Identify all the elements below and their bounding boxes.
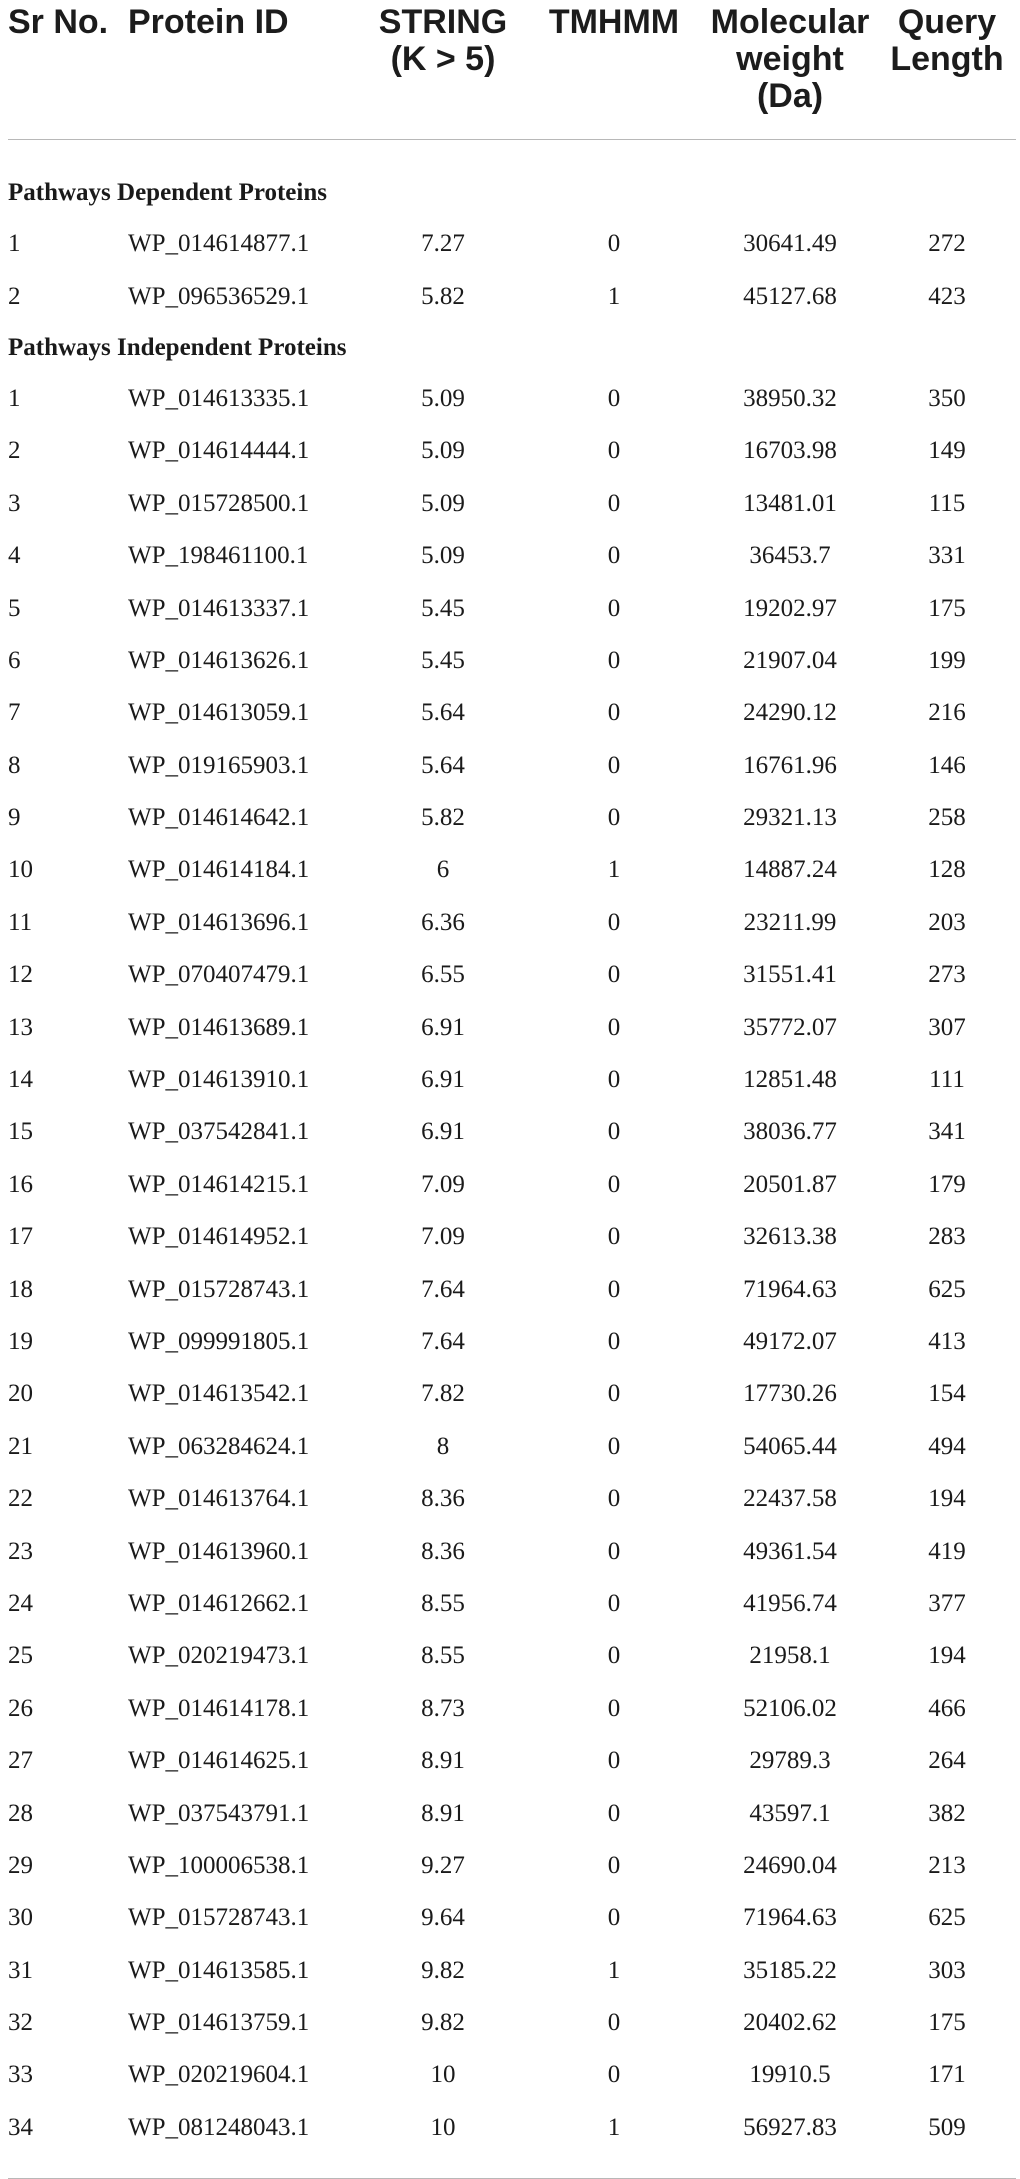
cell-tmhmm: 0 xyxy=(607,384,621,412)
cell-tmhmm: 0 xyxy=(607,1537,621,1565)
section-dependent-rows xyxy=(8,218,1016,323)
header-sr-no-label: Sr No. xyxy=(8,3,109,41)
table-row xyxy=(8,687,1016,739)
cell-protein-id: WP_014613910.1 xyxy=(128,1066,310,1094)
table-row xyxy=(8,1683,1016,1735)
table-row xyxy=(8,373,1016,425)
cell-molecular-weight: 19202.97 xyxy=(743,594,837,622)
cell-string-score: 9.64 xyxy=(421,1904,465,1932)
cell-molecular-weight: 31551.41 xyxy=(743,961,837,989)
cell-query-length: 203 xyxy=(928,908,966,936)
cell-sr-no: 18 xyxy=(8,1275,33,1303)
cell-tmhmm: 0 xyxy=(607,1589,621,1617)
section-independent-rows xyxy=(8,373,1016,2154)
cell-query-length: 273 xyxy=(928,961,966,989)
cell-string-score: 7.27 xyxy=(421,230,465,258)
cell-protein-id: WP_037542841.1 xyxy=(128,1118,310,1146)
cell-tmhmm: 0 xyxy=(607,1013,621,1041)
cell-protein-id: WP_014614625.1 xyxy=(128,1747,310,1775)
cell-molecular-weight: 21958.1 xyxy=(749,1642,831,1670)
table-row xyxy=(8,1316,1016,1368)
cell-string-score: 8.36 xyxy=(421,1485,465,1513)
cell-query-length: 128 xyxy=(928,856,966,884)
header-protein-id-label: Protein ID xyxy=(128,3,289,41)
table-row xyxy=(8,1578,1016,1630)
cell-protein-id: WP_015728743.1 xyxy=(128,1275,310,1303)
cell-tmhmm: 0 xyxy=(607,908,621,936)
cell-string-score: 6.91 xyxy=(421,1118,465,1146)
cell-string-score: 5.09 xyxy=(421,384,465,412)
cell-string-score: 7.64 xyxy=(421,1275,465,1303)
header-ql-line1: Query xyxy=(897,3,997,41)
cell-sr-no: 31 xyxy=(8,1956,33,1984)
cell-sr-no: 10 xyxy=(8,856,33,884)
cell-protein-id: WP_014613764.1 xyxy=(128,1485,310,1513)
cell-tmhmm: 0 xyxy=(607,542,621,570)
cell-protein-id: WP_014613337.1 xyxy=(128,594,310,622)
cell-tmhmm: 0 xyxy=(607,1223,621,1251)
cell-sr-no: 26 xyxy=(8,1694,33,1722)
table-row xyxy=(8,844,1016,896)
cell-sr-no: 29 xyxy=(8,1851,33,1879)
cell-string-score: 8.73 xyxy=(421,1694,465,1722)
cell-string-score: 9.82 xyxy=(421,2009,465,2037)
section-dependent-heading xyxy=(8,168,1016,218)
cell-tmhmm: 0 xyxy=(607,1799,621,1827)
cell-sr-no: 2 xyxy=(8,282,21,310)
table-header xyxy=(8,0,1016,140)
cell-query-length: 194 xyxy=(928,1485,966,1513)
table-row xyxy=(8,792,1016,844)
cell-string-score: 9.82 xyxy=(421,1956,465,1984)
table-row xyxy=(8,740,1016,792)
cell-sr-no: 15 xyxy=(8,1118,33,1146)
cell-protein-id: WP_014614877.1 xyxy=(128,230,310,258)
cell-query-length: 272 xyxy=(928,230,966,258)
cell-tmhmm: 0 xyxy=(607,1694,621,1722)
cell-molecular-weight: 29789.3 xyxy=(749,1747,831,1775)
header-mw-line1: Molecular xyxy=(710,3,870,41)
table-row xyxy=(8,1630,1016,1682)
cell-protein-id: WP_014614215.1 xyxy=(128,1170,310,1198)
header-row xyxy=(8,0,1016,140)
cell-tmhmm: 0 xyxy=(607,489,621,517)
cell-sr-no: 8 xyxy=(8,751,21,779)
cell-molecular-weight: 24690.04 xyxy=(743,1851,837,1879)
cell-query-length: 509 xyxy=(928,2113,966,2141)
cell-string-score: 6.36 xyxy=(421,908,465,936)
cell-protein-id: WP_014613059.1 xyxy=(128,699,310,727)
cell-molecular-weight: 23211.99 xyxy=(743,908,837,936)
cell-query-length: 199 xyxy=(928,646,966,674)
cell-sr-no: 3 xyxy=(8,489,21,517)
section-independent-heading xyxy=(8,323,1016,373)
cell-query-length: 149 xyxy=(928,437,966,465)
cell-sr-no: 24 xyxy=(8,1589,33,1617)
cell-molecular-weight: 30641.49 xyxy=(743,230,837,258)
cell-molecular-weight: 35772.07 xyxy=(743,1013,837,1041)
cell-tmhmm: 1 xyxy=(607,282,621,310)
cell-tmhmm: 0 xyxy=(607,1380,621,1408)
cell-molecular-weight: 16761.96 xyxy=(743,751,837,779)
cell-query-length: 350 xyxy=(928,384,966,412)
cell-query-length: 179 xyxy=(928,1170,966,1198)
cell-molecular-weight: 71964.63 xyxy=(743,1904,837,1932)
cell-query-length: 283 xyxy=(928,1223,966,1251)
cell-tmhmm: 0 xyxy=(607,437,621,465)
cell-query-length: 413 xyxy=(928,1328,966,1355)
cell-molecular-weight: 19910.5 xyxy=(749,2061,831,2089)
cell-string-score: 5.09 xyxy=(421,437,465,465)
cell-molecular-weight: 49361.54 xyxy=(743,1537,837,1565)
cell-sr-no: 1 xyxy=(8,230,21,258)
cell-protein-id: WP_020219473.1 xyxy=(128,1642,310,1670)
end-rule-row xyxy=(8,2154,1016,2179)
header-ql-line2: Length xyxy=(890,40,1004,78)
table-row xyxy=(8,635,1016,687)
cell-molecular-weight: 22437.58 xyxy=(743,1485,837,1513)
section-heading-row xyxy=(8,168,1016,218)
protein-table xyxy=(8,0,1016,2179)
cell-protein-id: WP_081248043.1 xyxy=(128,2113,310,2141)
table-row xyxy=(8,1421,1016,1473)
cell-sr-no: 11 xyxy=(8,908,33,936)
cell-query-length: 419 xyxy=(928,1537,966,1565)
cell-query-length: 264 xyxy=(928,1747,966,1775)
cell-string-score: 8.55 xyxy=(421,1589,465,1617)
header-string xyxy=(360,0,526,140)
table-row xyxy=(8,2102,1016,2154)
cell-query-length: 213 xyxy=(928,1851,966,1879)
table-row xyxy=(8,1473,1016,1525)
cell-molecular-weight: 29321.13 xyxy=(743,804,837,832)
table-row xyxy=(8,1263,1016,1315)
cell-molecular-weight: 16703.98 xyxy=(743,437,837,465)
cell-string-score: 8.55 xyxy=(421,1642,465,1670)
cell-string-score: 5.82 xyxy=(421,804,465,832)
cell-molecular-weight: 12851.48 xyxy=(743,1066,837,1094)
header-spacer xyxy=(8,140,1016,169)
cell-string-score: 5.64 xyxy=(421,699,465,727)
cell-protein-id: WP_014613335.1 xyxy=(128,384,310,412)
cell-protein-id: WP_014614178.1 xyxy=(128,1694,310,1722)
cell-query-length: 194 xyxy=(928,1642,966,1670)
cell-molecular-weight: 38036.77 xyxy=(743,1118,837,1146)
cell-sr-no: 20 xyxy=(8,1380,33,1408)
table-row xyxy=(8,478,1016,530)
table-row xyxy=(8,1106,1016,1158)
cell-string-score: 5.09 xyxy=(421,542,465,570)
cell-molecular-weight: 13481.01 xyxy=(743,489,837,517)
cell-protein-id: WP_070407479.1 xyxy=(128,961,310,989)
cell-sr-no: 32 xyxy=(8,2009,33,2037)
table-row xyxy=(8,1787,1016,1839)
cell-molecular-weight: 14887.24 xyxy=(743,856,837,884)
cell-molecular-weight: 38950.32 xyxy=(743,384,837,412)
header-tmhmm xyxy=(526,0,702,140)
cell-protein-id: WP_198461100.1 xyxy=(128,542,309,570)
table-row xyxy=(8,582,1016,634)
cell-sr-no: 1 xyxy=(8,384,21,412)
cell-query-length: 115 xyxy=(928,489,966,517)
table-row xyxy=(8,897,1016,949)
end-rule-cell xyxy=(8,2154,1016,2179)
cell-protein-id: WP_063284624.1 xyxy=(128,1432,310,1460)
cell-sr-no: 2 xyxy=(8,437,21,465)
cell-string-score: 5.64 xyxy=(421,751,465,779)
header-mw-line3: (Da) xyxy=(756,77,824,115)
table-end-rule xyxy=(8,2154,1016,2179)
header-tmhmm-label: TMHMM xyxy=(548,3,680,41)
cell-tmhmm: 0 xyxy=(607,1118,621,1146)
cell-string-score: 6 xyxy=(436,856,450,884)
cell-molecular-weight: 20501.87 xyxy=(743,1170,837,1198)
table-row xyxy=(8,1159,1016,1211)
cell-tmhmm: 0 xyxy=(607,751,621,779)
cell-molecular-weight: 71964.63 xyxy=(743,1275,837,1303)
cell-query-length: 111 xyxy=(929,1066,965,1094)
cell-protein-id: WP_020219604.1 xyxy=(128,2061,310,2089)
cell-molecular-weight: 24290.12 xyxy=(743,699,837,727)
cell-string-score: 7.82 xyxy=(421,1380,465,1408)
cell-string-score: 8.36 xyxy=(421,1537,465,1565)
section-title: Pathways Independent Proteins xyxy=(8,333,347,361)
table-row xyxy=(8,949,1016,1001)
cell-query-length: 171 xyxy=(928,2061,966,2089)
cell-sr-no: 16 xyxy=(8,1170,33,1198)
cell-protein-id: WP_014614642.1 xyxy=(128,804,310,832)
header-query-length xyxy=(878,0,1016,140)
cell-tmhmm: 1 xyxy=(607,1956,621,1984)
cell-molecular-weight: 32613.38 xyxy=(743,1223,837,1251)
cell-tmhmm: 0 xyxy=(607,961,621,989)
cell-query-length: 382 xyxy=(928,1799,966,1827)
cell-molecular-weight: 17730.26 xyxy=(743,1380,837,1408)
cell-protein-id: WP_015728500.1 xyxy=(128,489,310,517)
header-string-line2: (K > 5) xyxy=(390,40,496,78)
cell-string-score: 6.91 xyxy=(421,1066,465,1094)
cell-tmhmm: 0 xyxy=(607,2061,621,2089)
cell-molecular-weight: 36453.7 xyxy=(749,542,831,570)
cell-query-length: 466 xyxy=(928,1694,966,1722)
cell-query-length: 377 xyxy=(928,1589,966,1617)
cell-sr-no: 12 xyxy=(8,961,33,989)
header-string-line1: STRING xyxy=(378,3,508,41)
cell-protein-id: WP_037543791.1 xyxy=(128,1799,310,1827)
section-title: Pathways Dependent Proteins xyxy=(8,179,327,206)
cell-sr-no: 6 xyxy=(8,646,21,674)
cell-sr-no: 30 xyxy=(8,1904,33,1932)
table-row xyxy=(8,530,1016,582)
cell-query-length: 341 xyxy=(928,1118,966,1146)
table-row xyxy=(8,1368,1016,1420)
cell-query-length: 175 xyxy=(928,2009,966,2037)
cell-sr-no: 14 xyxy=(8,1066,33,1094)
table-row xyxy=(8,1001,1016,1053)
cell-tmhmm: 0 xyxy=(607,1851,621,1879)
table-row xyxy=(8,1945,1016,1997)
table-row xyxy=(8,1525,1016,1577)
cell-sr-no: 19 xyxy=(8,1328,33,1355)
cell-string-score: 6.55 xyxy=(421,961,465,989)
cell-query-length: 258 xyxy=(928,804,966,832)
cell-string-score: 8.91 xyxy=(421,1747,465,1775)
table-row xyxy=(8,1840,1016,1892)
cell-query-length: 625 xyxy=(928,1275,966,1303)
cell-sr-no: 4 xyxy=(8,542,21,570)
cell-tmhmm: 0 xyxy=(607,1328,621,1355)
cell-molecular-weight: 20402.62 xyxy=(743,2009,837,2037)
cell-tmhmm: 1 xyxy=(607,856,621,884)
cell-sr-no: 34 xyxy=(8,2113,33,2141)
header-molecular-weight xyxy=(702,0,878,140)
cell-protein-id: WP_014613626.1 xyxy=(128,646,310,674)
table-row xyxy=(8,270,1016,322)
cell-query-length: 494 xyxy=(928,1432,966,1460)
cell-tmhmm: 0 xyxy=(607,1904,621,1932)
cell-tmhmm: 0 xyxy=(607,1066,621,1094)
cell-protein-id: WP_015728743.1 xyxy=(128,1904,310,1932)
cell-string-score: 7.64 xyxy=(421,1328,465,1355)
table-row xyxy=(8,1735,1016,1787)
cell-query-length: 154 xyxy=(928,1380,966,1408)
cell-molecular-weight: 35185.22 xyxy=(743,1956,837,1984)
cell-protein-id: WP_100006538.1 xyxy=(128,1851,310,1879)
cell-protein-id: WP_014613696.1 xyxy=(128,908,310,936)
cell-molecular-weight: 21907.04 xyxy=(743,646,837,674)
cell-tmhmm: 0 xyxy=(607,1747,621,1775)
cell-tmhmm: 0 xyxy=(607,646,621,674)
cell-protein-id: WP_014613585.1 xyxy=(128,1956,310,1984)
cell-query-length: 146 xyxy=(928,751,966,779)
cell-string-score: 8.91 xyxy=(421,1799,465,1827)
spacer-cell xyxy=(8,140,1016,169)
cell-tmhmm: 0 xyxy=(607,230,621,258)
cell-molecular-weight: 45127.68 xyxy=(743,282,837,310)
cell-tmhmm: 0 xyxy=(607,804,621,832)
cell-sr-no: 27 xyxy=(8,1747,33,1775)
cell-sr-no: 23 xyxy=(8,1537,33,1565)
header-protein-id xyxy=(128,0,360,140)
cell-protein-id: WP_014614184.1 xyxy=(128,856,310,884)
section-heading-row xyxy=(8,323,1016,373)
cell-query-length: 331 xyxy=(928,542,966,570)
cell-sr-no: 7 xyxy=(8,699,21,727)
cell-string-score: 6.91 xyxy=(421,1013,465,1041)
cell-tmhmm: 0 xyxy=(607,2009,621,2037)
cell-string-score: 5.09 xyxy=(421,489,465,517)
cell-protein-id: WP_099991805.1 xyxy=(128,1328,310,1355)
cell-sr-no: 33 xyxy=(8,2061,33,2089)
cell-sr-no: 22 xyxy=(8,1485,33,1513)
cell-protein-id: WP_019165903.1 xyxy=(128,751,310,779)
cell-query-length: 216 xyxy=(928,699,966,727)
cell-sr-no: 17 xyxy=(8,1223,33,1251)
cell-molecular-weight: 49172.07 xyxy=(743,1328,837,1355)
table-row xyxy=(8,1997,1016,2049)
cell-tmhmm: 0 xyxy=(607,594,621,622)
table-row xyxy=(8,425,1016,477)
cell-tmhmm: 0 xyxy=(607,1485,621,1513)
cell-sr-no: 21 xyxy=(8,1432,33,1460)
cell-protein-id: WP_014613689.1 xyxy=(128,1013,310,1041)
cell-molecular-weight: 43597.1 xyxy=(749,1799,831,1827)
cell-tmhmm: 0 xyxy=(607,699,621,727)
spacer-row xyxy=(8,140,1016,169)
cell-string-score: 7.09 xyxy=(421,1170,465,1198)
cell-tmhmm: 0 xyxy=(607,1432,621,1460)
cell-protein-id: WP_014614444.1 xyxy=(128,437,310,465)
cell-query-length: 423 xyxy=(928,282,966,310)
cell-protein-id: WP_014613960.1 xyxy=(128,1537,310,1565)
cell-query-length: 175 xyxy=(928,594,966,622)
table-row xyxy=(8,1211,1016,1263)
cell-protein-id: WP_014612662.1 xyxy=(128,1589,310,1617)
cell-protein-id: WP_014613759.1 xyxy=(128,2009,310,2037)
table-row xyxy=(8,1892,1016,1944)
cell-tmhmm: 0 xyxy=(607,1170,621,1198)
cell-string-score: 10 xyxy=(430,2061,456,2089)
cell-query-length: 303 xyxy=(928,1956,966,1984)
header-mw-line2: weight xyxy=(736,40,844,78)
table-row xyxy=(8,1054,1016,1106)
cell-string-score: 5.45 xyxy=(421,646,465,674)
cell-string-score: 10 xyxy=(430,2113,456,2141)
cell-sr-no: 13 xyxy=(8,1013,33,1041)
cell-string-score: 8 xyxy=(436,1432,450,1460)
cell-molecular-weight: 54065.44 xyxy=(743,1432,837,1460)
cell-tmhmm: 0 xyxy=(607,1275,621,1303)
cell-protein-id: WP_014613542.1 xyxy=(128,1380,310,1408)
table-row xyxy=(8,218,1016,270)
header-sr-no xyxy=(8,0,128,140)
cell-sr-no: 5 xyxy=(8,594,21,622)
cell-string-score: 9.27 xyxy=(421,1851,465,1879)
cell-query-length: 307 xyxy=(928,1013,966,1041)
cell-sr-no: 28 xyxy=(8,1799,33,1827)
table-row xyxy=(8,2049,1016,2101)
cell-sr-no: 25 xyxy=(8,1642,33,1670)
cell-protein-id: WP_096536529.1 xyxy=(128,282,310,310)
cell-tmhmm: 0 xyxy=(607,1642,621,1670)
cell-molecular-weight: 56927.83 xyxy=(743,2113,837,2141)
cell-string-score: 7.09 xyxy=(421,1223,465,1251)
cell-molecular-weight: 52106.02 xyxy=(743,1694,837,1722)
cell-molecular-weight: 41956.74 xyxy=(743,1589,837,1617)
cell-tmhmm: 1 xyxy=(607,2113,621,2141)
cell-protein-id: WP_014614952.1 xyxy=(128,1223,310,1251)
cell-string-score: 5.45 xyxy=(421,594,465,622)
cell-sr-no: 9 xyxy=(8,804,21,832)
cell-query-length: 625 xyxy=(928,1904,966,1932)
cell-string-score: 5.82 xyxy=(421,282,465,310)
